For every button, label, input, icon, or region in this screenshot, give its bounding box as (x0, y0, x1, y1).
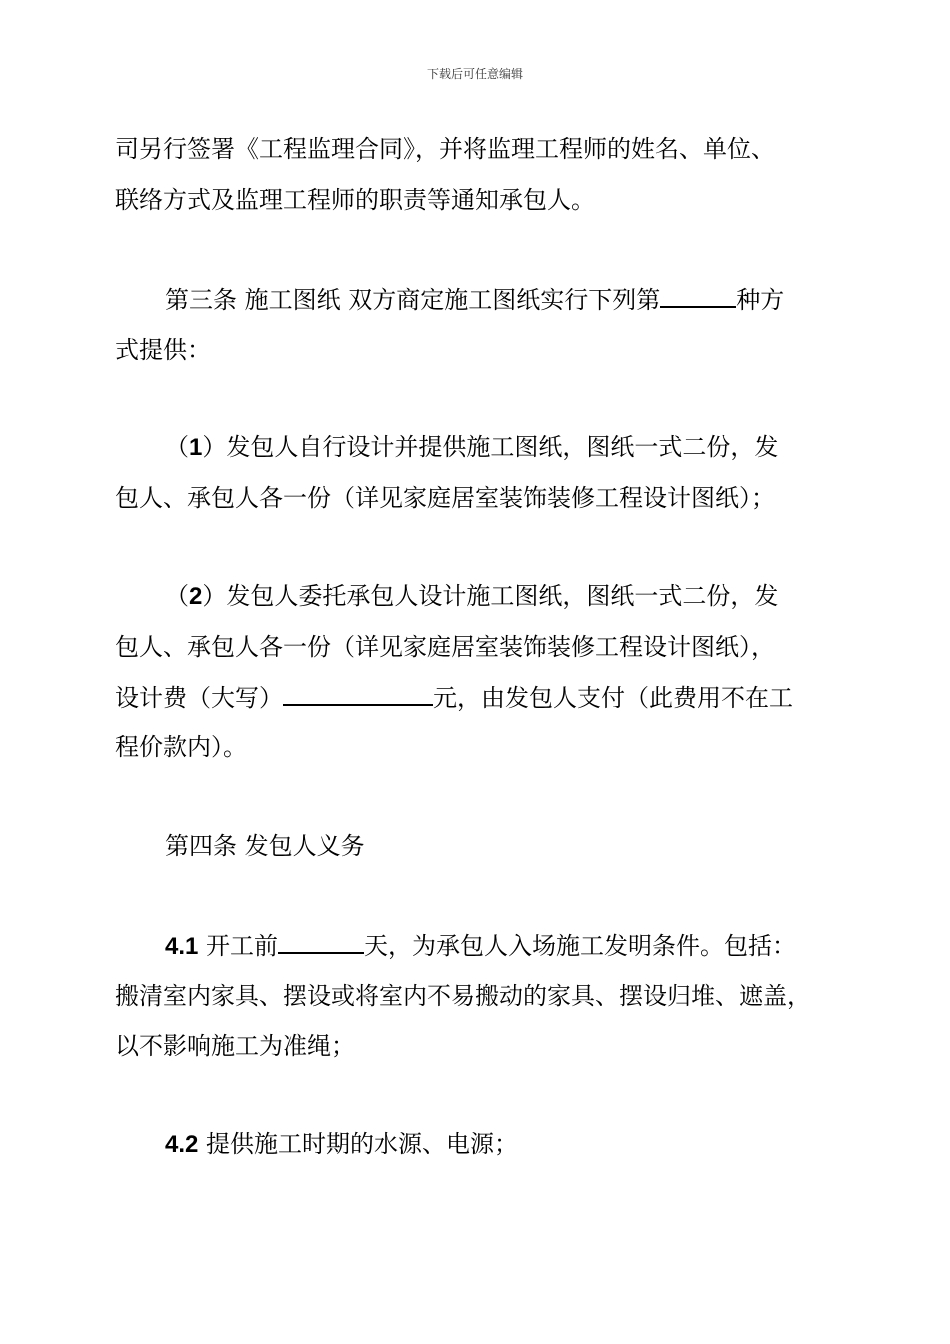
item-number: 4.1 (165, 933, 199, 960)
option-number: 2 (189, 583, 203, 610)
paragraph-line: 司另行签署《工程监理合同》，并将监理工程师的姓名、单位、 (115, 135, 775, 163)
option-1-text: ）发包人自行设计并提供施工图纸，图纸一式二份，发 (202, 433, 779, 461)
item-4-1-text-end: 天，为承包人入场施工发明条件。包括： (364, 932, 797, 960)
method-blank (660, 284, 736, 308)
design-fee-text: 元，由发包人支付（此费用不在工 (433, 684, 793, 712)
option-1-line (165, 432, 905, 463)
paragraph-line: 程价款内）。 (115, 733, 247, 761)
page-header: 下载后可任意编辑 (426, 67, 523, 81)
design-fee-line (115, 682, 855, 713)
article-3-text-end: 种方 (736, 286, 785, 314)
item-4-2-text: 提供施工时期的水源、电源； (198, 1130, 519, 1158)
paragraph-line: 以不影响施工为准绳； (115, 1032, 355, 1060)
paren-open: （ (165, 582, 189, 610)
article-3-heading (165, 284, 905, 315)
paragraph-line: 包人、承包人各一份（详见家庭居室装饰装修工程设计图纸）， (115, 633, 775, 661)
paragraph-line: 搬清室内家具、摆设或将室内不易搬动的家具、摆设归堆、遮盖， (115, 982, 811, 1010)
option-2-text: ）发包人委托承包人设计施工图纸，图纸一式二份，发 (202, 582, 779, 610)
paragraph-line: 式提供： (115, 336, 211, 364)
article-4-heading: 第四条 发包人义务 (165, 832, 365, 860)
paragraph-line: 联络方式及监理工程师的职责等通知承包人。 (115, 186, 595, 214)
item-4-2-line (165, 1129, 905, 1160)
design-fee-label: 设计费（大写） (115, 684, 283, 712)
article-3-text: 第三条 施工图纸 双方商定施工图纸实行下列第 (165, 286, 661, 314)
days-blank (278, 930, 364, 954)
item-4-1-line (165, 930, 905, 962)
paren-open: （ (165, 433, 189, 461)
paragraph-line: 包人、承包人各一份（详见家庭居室装饰装修工程设计图纸）； (115, 484, 775, 512)
design-fee-blank (283, 682, 433, 706)
item-4-1-text: 开工前 (198, 932, 279, 960)
option-number: 1 (189, 434, 203, 461)
item-number: 4.2 (165, 1131, 199, 1158)
option-2-line (165, 581, 905, 612)
